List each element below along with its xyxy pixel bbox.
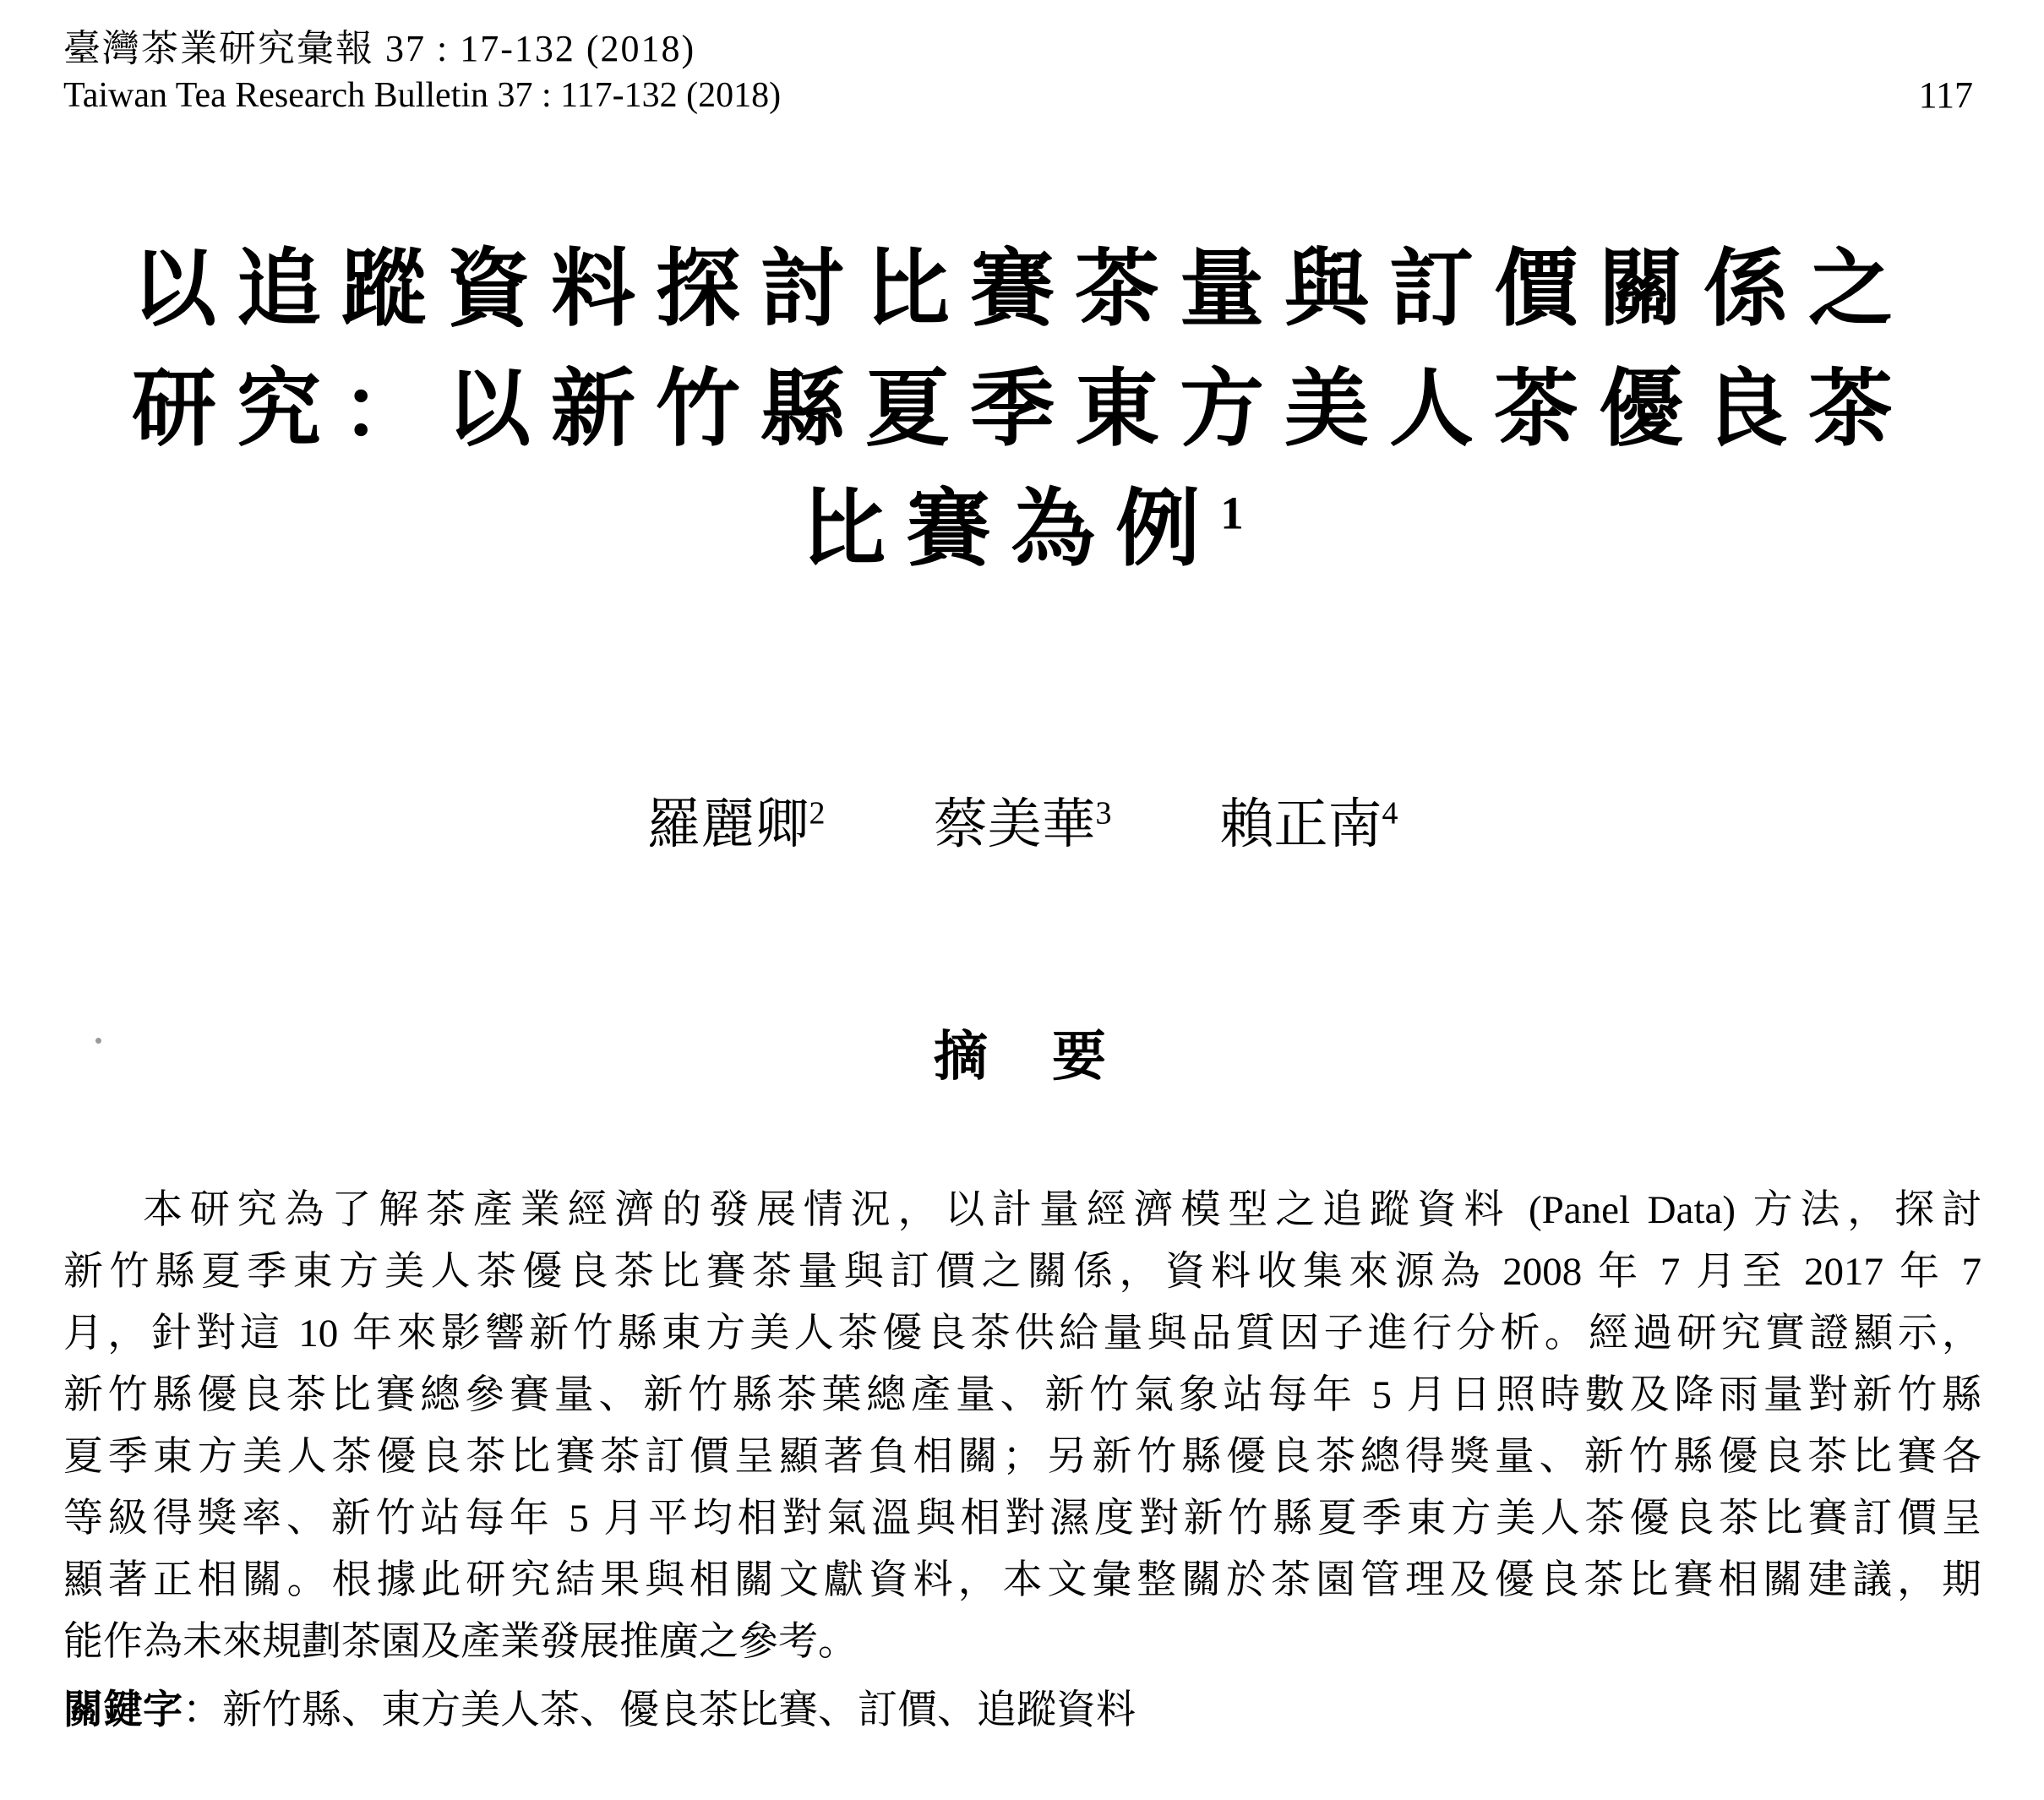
paper-title	[63, 230, 1981, 590]
abstract-line: 等級得獎率、新竹站每年 5 月平均相對氣溫與相對濕度對新竹縣夏季東方美人茶優良茶比賽訂價呈	[63, 1497, 1981, 1541]
journal-title-en: Taiwan Tea Research Bulletin 37 : 117-132 (2018)	[63, 76, 782, 115]
abstract-line: 新竹縣優良茶比賽總參賽量、新竹縣茶葉總產量、新竹氣象站每年 5 月日照時數及降雨量對新竹縣	[63, 1373, 1981, 1417]
keywords-line	[63, 1680, 1981, 1742]
author-3-footnote-mark: 4	[1382, 795, 1398, 832]
abstract-line: 夏季東方美人茶優良茶比賽茶訂價呈顯著負相關；另新竹縣優良茶總得獎量、新竹縣優良茶比賽各	[63, 1435, 1981, 1479]
page-header	[63, 25, 1981, 118]
scan-artifact-dot	[95, 1038, 101, 1044]
author-list	[63, 791, 1981, 859]
page-number: 117	[1918, 74, 1973, 116]
paper-title-line3-text: 比賽為例	[801, 483, 1221, 576]
author-1-footnote-mark: 2	[809, 795, 826, 832]
paper-title-line1: 以追蹤資料探討比賽茶量與訂價關係之	[132, 243, 1913, 336]
abstract-line: 本研究為了解茶產業經濟的發展情況，以計量經濟模型之追蹤資料 (Panel Data) 方法，探討	[143, 1188, 1981, 1232]
abstract-line: 顯著正相關。根據此研究結果與相關文獻資料，本文彙整關於茶園管理及優良茶比賽相關建議，期	[63, 1558, 1981, 1602]
journal-info	[63, 25, 781, 118]
keywords-label: 關鍵字	[63, 1688, 183, 1732]
author-2-name: 蔡美華	[933, 794, 1096, 854]
abstract-body	[63, 1180, 1981, 1673]
journal-title-zh: 臺灣茶業研究彙報 37 : 17-132 (2018)	[63, 28, 696, 69]
author-2-footnote-mark: 3	[1095, 795, 1112, 832]
abstract-line: 能作為未來規劃茶園及產業發展推廣之參考。	[63, 1620, 858, 1664]
abstract-line: 新竹縣夏季東方美人茶優良茶比賽茶量與訂價之關係，資料收集來源為 2008 年 7 月至 2017 年 7	[63, 1250, 1981, 1294]
abstract-line: 月，針對這 10 年來影響新竹縣東方美人茶優良茶供給量與品質因子進行分析。經過研究實證顯示，	[63, 1312, 1981, 1355]
paper-title-line2: 研究：以新竹縣夏季東方美人茶優良茶	[132, 363, 1913, 456]
title-footnote-mark: 1	[1220, 487, 1244, 539]
keywords-text: ：新竹縣、東方美人茶、優良茶比賽、訂價、追蹤資料	[183, 1688, 1136, 1732]
author-3	[1220, 791, 1398, 859]
author-1-name: 羅麗卿	[646, 794, 809, 854]
abstract-heading: 摘 要	[934, 1027, 1111, 1087]
author-3-name: 賴正南	[1219, 794, 1382, 854]
author-2	[934, 791, 1112, 859]
author-1	[647, 791, 826, 859]
paper-title-line3	[63, 470, 1981, 590]
